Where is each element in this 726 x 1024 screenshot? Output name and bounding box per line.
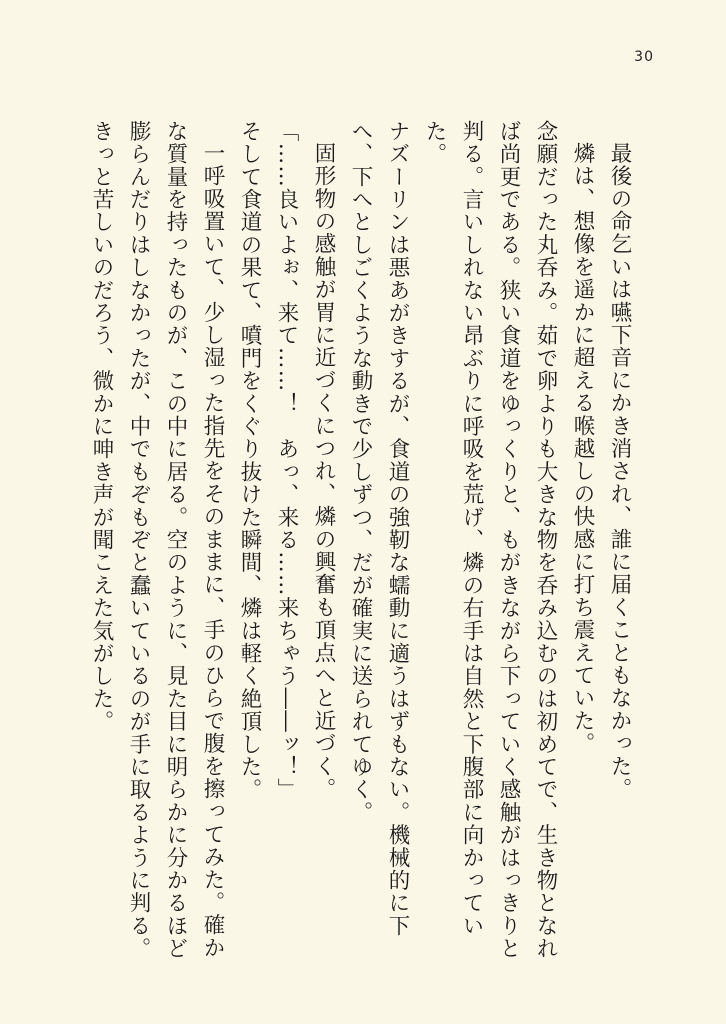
paragraph-7: そして食道の果て、噴門をくぐり抜けた瞬間、燐は軽く絶頂した。 [237,120,262,801]
page-number: 30 [634,49,654,65]
paragraph-4: ナズーリンは悪あがきするが、食道の強靭な蠕動に適うはずもない。機械的に下へ、下へとしごくような動きで少しずつ、だが確実に送られてゆく。 [348,120,410,938]
paragraph-2: 燐は、想像を遥かに超える喉越しの快感に打ち震えていた。 [570,141,595,755]
paragraph-3: 念願だった丸呑み。茹で卵よりも大きな物を呑み込むのは初めてで、生き物となれば尚更である。狭い食道をゆっくりと、もがきながら下っていく感触がはっきりと判る。言いしれない昂ぶりに呼吸を荒げ、燐の右手は自然と下腹部に向かっていた。 [422,120,558,960]
paragraph-5: 固形物の感触が胃に近づくにつれ、燐の興奮も頂点へと近づく。 [311,141,336,800]
paragraph-1: 最後の命乞いは嚥下音にかき消され、誰に届くこともなかった。 [607,141,632,800]
paragraph-8: 一呼吸置いて、少し湿った指先をそのままに、手のひらで腹を擦ってみた。確かな質量を持ったものが、この中に居る。空のように、見た目に明らかに分かるほど膨らんだりはしなかったが、中でもぞもぞと蠢いているのが手に取るように判る。きっと苦しいのだろう、微かに呻き声が聞こえた気がした。 [89,120,225,960]
dialogue-line: 「……良いよぉ、来て……！ あっ、来る……来ちゃう――ッ！」 [274,120,299,801]
body-text [89,120,638,960]
